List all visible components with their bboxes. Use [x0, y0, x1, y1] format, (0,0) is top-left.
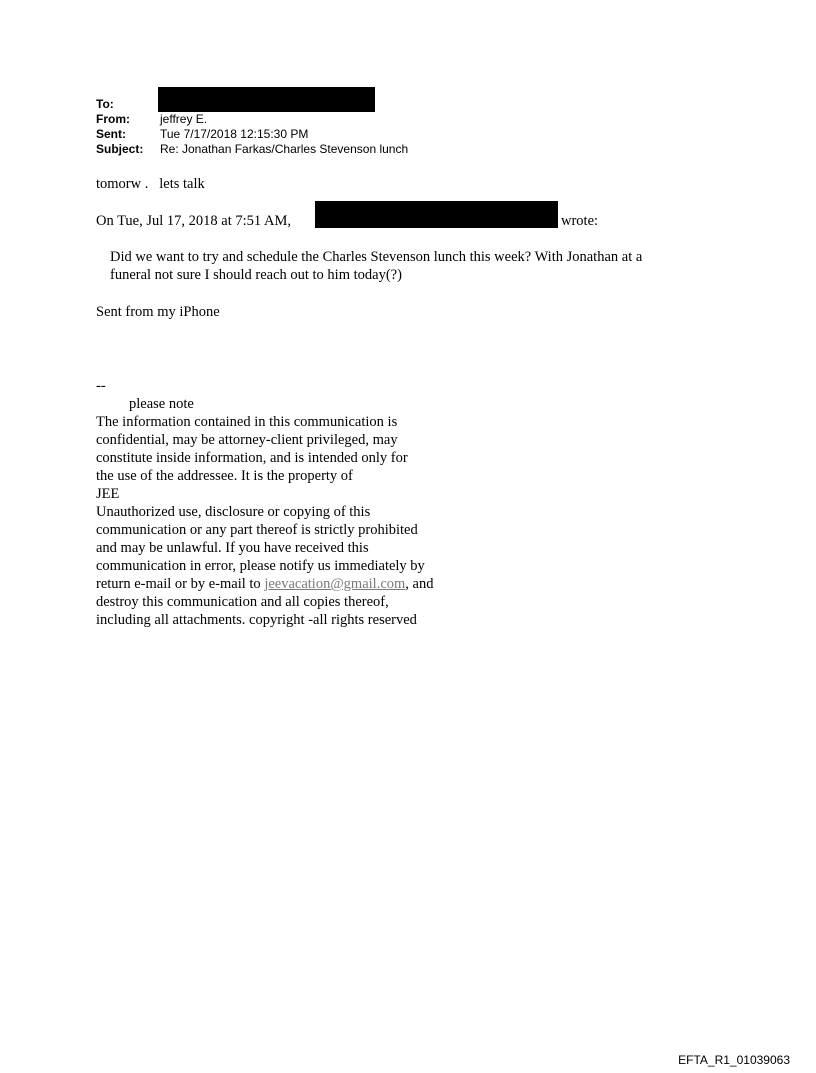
- disclaimer-line: confidential, may be attorney-client privileged, may: [96, 432, 398, 448]
- quote-intro-suffix: wrote:: [561, 213, 599, 229]
- subject-value: Re: Jonathan Farkas/Charles Stevenson lunch: [160, 142, 409, 156]
- disclaimer-line: The information contained in this communication is: [96, 414, 398, 430]
- quoted-line-2: funeral not sure I should reach out to him today(?): [110, 267, 402, 283]
- sent-label: Sent:: [96, 127, 126, 141]
- disclaimer-line: constitute inside information, and is intended only for: [96, 450, 408, 466]
- reply-text: tomorw . lets talk: [96, 176, 205, 192]
- notify-prefix: return e-mail or by e-mail to: [96, 576, 265, 592]
- quoted-line-1: Did we want to try and schedule the Charles Stevenson lunch this week? With Jonathan at a: [110, 249, 643, 265]
- from-row: [96, 112, 408, 127]
- disclaimer-line: communication in error, please notify us immediately by: [96, 558, 425, 574]
- to-label: To:: [96, 97, 114, 111]
- sent-row: [96, 127, 408, 142]
- redaction-recipient: [158, 87, 375, 112]
- redaction-sender: [315, 201, 558, 228]
- please-note: please note: [129, 396, 194, 412]
- quoted-message: [110, 248, 730, 284]
- disclaimer: [96, 377, 433, 629]
- notify-suffix: , and: [405, 576, 434, 592]
- subject-row: [96, 142, 408, 157]
- signature: Sent from my iPhone: [96, 304, 220, 320]
- from-label: From:: [96, 112, 130, 126]
- separator: --: [96, 378, 106, 394]
- email-link[interactable]: jeevacation@gmail.com: [264, 576, 406, 592]
- notify-line: [96, 575, 433, 593]
- disclaimer-line: and may be unlawful. If you have received this: [96, 540, 369, 556]
- disclaimer-line: Unauthorized use, disclosure or copying of this: [96, 504, 371, 520]
- disclaimer-line: the use of the addressee. It is the property of: [96, 468, 353, 484]
- from-value: jeffrey E.: [160, 112, 208, 126]
- subject-label: Subject:: [96, 142, 144, 156]
- disclaimer-line: including all attachments. copyright -all rights reserved: [96, 612, 417, 628]
- sent-value: Tue 7/17/2018 12:15:30 PM: [160, 127, 309, 141]
- quote-intro-prefix: On Tue, Jul 17, 2018 at 7:51 AM,: [96, 213, 291, 229]
- document-id: EFTA_R1_01039063: [678, 1053, 790, 1067]
- disclaimer-line: JEE: [96, 486, 120, 502]
- disclaimer-line: communication or any part thereof is strictly prohibited: [96, 522, 418, 538]
- disclaimer-line: destroy this communication and all copies thereof,: [96, 594, 389, 610]
